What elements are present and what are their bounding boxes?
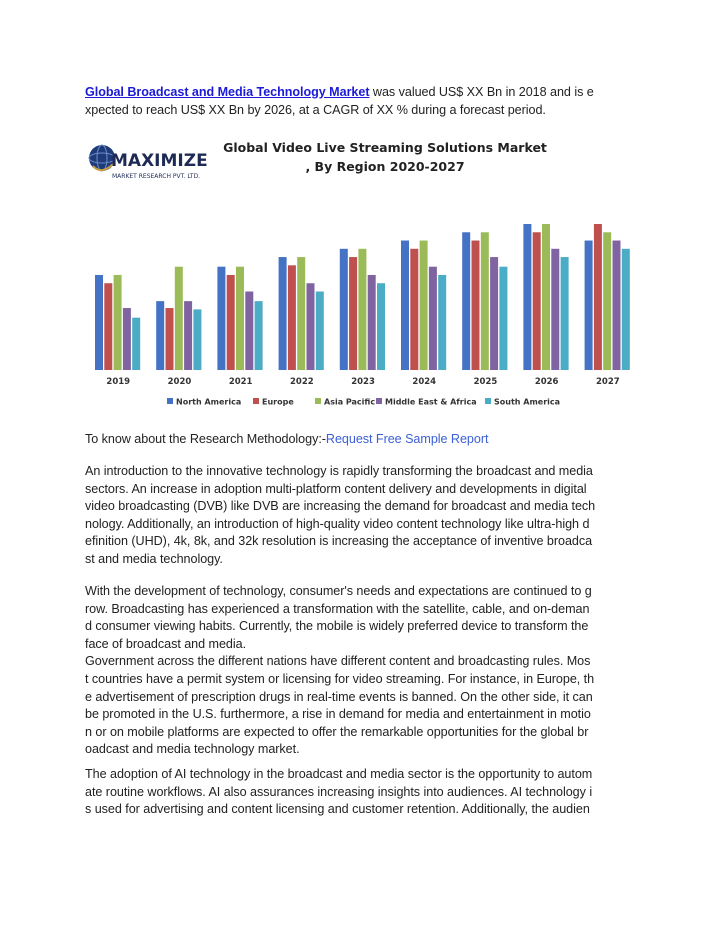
- bar: [377, 283, 385, 370]
- text-line: st and media technology.: [85, 551, 223, 566]
- chart-title-line2: , By Region 2020-2027: [305, 159, 465, 174]
- logo-subtitle: MARKET RESEARCH PVT. LTD.: [112, 173, 201, 180]
- text-line: t countries have a permit system or licensing for video streaming. For instance, in Europe, th: [85, 671, 595, 686]
- bar: [499, 267, 507, 370]
- text-line: n or on mobile platforms are expected to offer the remarkable opportunities for the global br: [85, 724, 589, 739]
- paragraph-1: [85, 463, 637, 569]
- text-line: With the development of technology, consumer's needs and expectations are continued to g: [85, 584, 592, 598]
- bar: [132, 318, 140, 370]
- x-tick-label: 2020: [167, 377, 192, 387]
- bar: [429, 267, 437, 370]
- x-tick-label: 2024: [412, 377, 437, 387]
- bar: [410, 249, 418, 370]
- legend-swatch: [315, 398, 321, 404]
- x-tick-label: 2025: [473, 377, 498, 387]
- text-line: be promoted in the U.S. furthermore, a rise in demand for media and entertainment in motio: [85, 707, 591, 722]
- legend-swatch: [167, 398, 173, 404]
- bar: [227, 275, 235, 370]
- methodology-text: To know about the Research Methodology:-: [85, 432, 326, 446]
- text-line: ate routine workflows. AI also assurances increasing insights into audiences. AI technology i: [85, 784, 593, 799]
- bar: [585, 241, 593, 370]
- market-link[interactable]: Global Broadcast and Media Technology Market: [85, 85, 370, 99]
- paragraph-2: [85, 583, 637, 759]
- paragraph-3: [85, 766, 637, 819]
- bar: [340, 249, 348, 370]
- intro-text-line2: xpected to reach US$ XX Bn by 2026, at a CAGR of XX % during a forecast period.: [85, 102, 546, 117]
- legend-swatch: [253, 398, 259, 404]
- intro-text-rest: was valued US$ XX Bn in 2018 and is e: [369, 85, 594, 99]
- bar: [481, 232, 489, 370]
- x-tick-label: 2022: [290, 377, 314, 387]
- bar: [193, 309, 201, 370]
- x-tick-label: 2021: [228, 377, 253, 387]
- bar: [166, 308, 174, 370]
- bar: [542, 224, 550, 370]
- legend-label: North America: [176, 397, 242, 407]
- x-tick-label: 2026: [534, 377, 559, 387]
- text-line: video broadcasting (DVB) like DVB are increasing the demand for broadcast and media tech: [85, 499, 596, 514]
- sample-report-link[interactable]: Request Free Sample Report: [325, 432, 489, 446]
- text-line: s used for advertising and content licensing and customer retention. Additionally, the audien: [85, 802, 590, 817]
- x-tick-label: 2023: [351, 377, 375, 387]
- bar: [95, 275, 103, 370]
- bar: [316, 291, 324, 370]
- bar: [533, 232, 541, 370]
- legend-label: Asia Pacific: [324, 397, 376, 407]
- bar: [420, 241, 428, 370]
- bar: [472, 241, 480, 370]
- bar: [523, 224, 531, 370]
- bar: [358, 249, 366, 370]
- bar: [551, 249, 559, 370]
- bar: [307, 283, 315, 370]
- bar: [462, 232, 470, 370]
- bar: [561, 257, 569, 370]
- bar: [349, 257, 357, 370]
- text-line: e advertisement of prescription drugs in real-time events is banned. On the other side, it can: [85, 689, 593, 704]
- legend-label: Europe: [262, 397, 294, 407]
- text-line: An introduction to the innovative technology is rapidly transforming the broadcast and media: [85, 464, 593, 478]
- bar: [114, 275, 122, 370]
- bar: [255, 301, 263, 370]
- bar: [603, 232, 611, 370]
- bar: [438, 275, 446, 370]
- text-line: Government across the different nations have different content and broadcasting rules. Mos: [85, 654, 591, 669]
- bar: [184, 301, 192, 370]
- text-line: d consumer viewing habits. Currently, the mobile is widely preferred device to transform the: [85, 619, 589, 634]
- bar: [622, 249, 630, 370]
- text-line: sectors. An increase in adoption multi-platform content delivery and developments in digital: [85, 481, 587, 496]
- bar: [288, 265, 296, 370]
- bar: [123, 308, 131, 370]
- bar: [613, 241, 621, 370]
- bar: [297, 257, 305, 370]
- bar: [217, 267, 225, 370]
- text-line: efinition (UHD), 4k, 8k, and 32k resolution is increasing the acceptance of inventive broadca: [85, 534, 593, 549]
- text-line: nology. Additionally, an introduction of high-quality video content technology like ultra-high d: [85, 516, 590, 531]
- legend-swatch: [376, 398, 382, 404]
- bar: [401, 241, 409, 370]
- legend-label: Middle East & Africa: [385, 397, 477, 407]
- text-line: oadcast and media technology market.: [85, 742, 300, 757]
- bar: [236, 267, 244, 370]
- text-line: face of broadcast and media.: [85, 636, 247, 651]
- bar: [245, 291, 253, 370]
- bar: [368, 275, 376, 370]
- bar: [104, 283, 112, 370]
- legend-label: South America: [494, 397, 561, 407]
- bar-chart: [85, 130, 635, 420]
- logo-name: MAXIMIZE: [111, 151, 208, 171]
- bar: [594, 224, 602, 370]
- bar: [156, 301, 164, 370]
- chart-title-line1: Global Video Live Streaming Solutions Market: [223, 140, 547, 155]
- bar: [490, 257, 498, 370]
- bar: [175, 267, 183, 370]
- methodology-line: [85, 431, 637, 449]
- bar: [279, 257, 287, 370]
- intro-paragraph: [85, 84, 637, 119]
- text-line: row. Broadcasting has experienced a transformation with the satellite, cable, and on-deman: [85, 601, 590, 616]
- chart-figure: [85, 130, 635, 420]
- text-line: The adoption of AI technology in the broadcast and media sector is the opportunity to autom: [85, 767, 593, 781]
- x-tick-label: 2019: [106, 377, 131, 387]
- legend-swatch: [485, 398, 491, 404]
- x-tick-label: 2027: [596, 377, 620, 387]
